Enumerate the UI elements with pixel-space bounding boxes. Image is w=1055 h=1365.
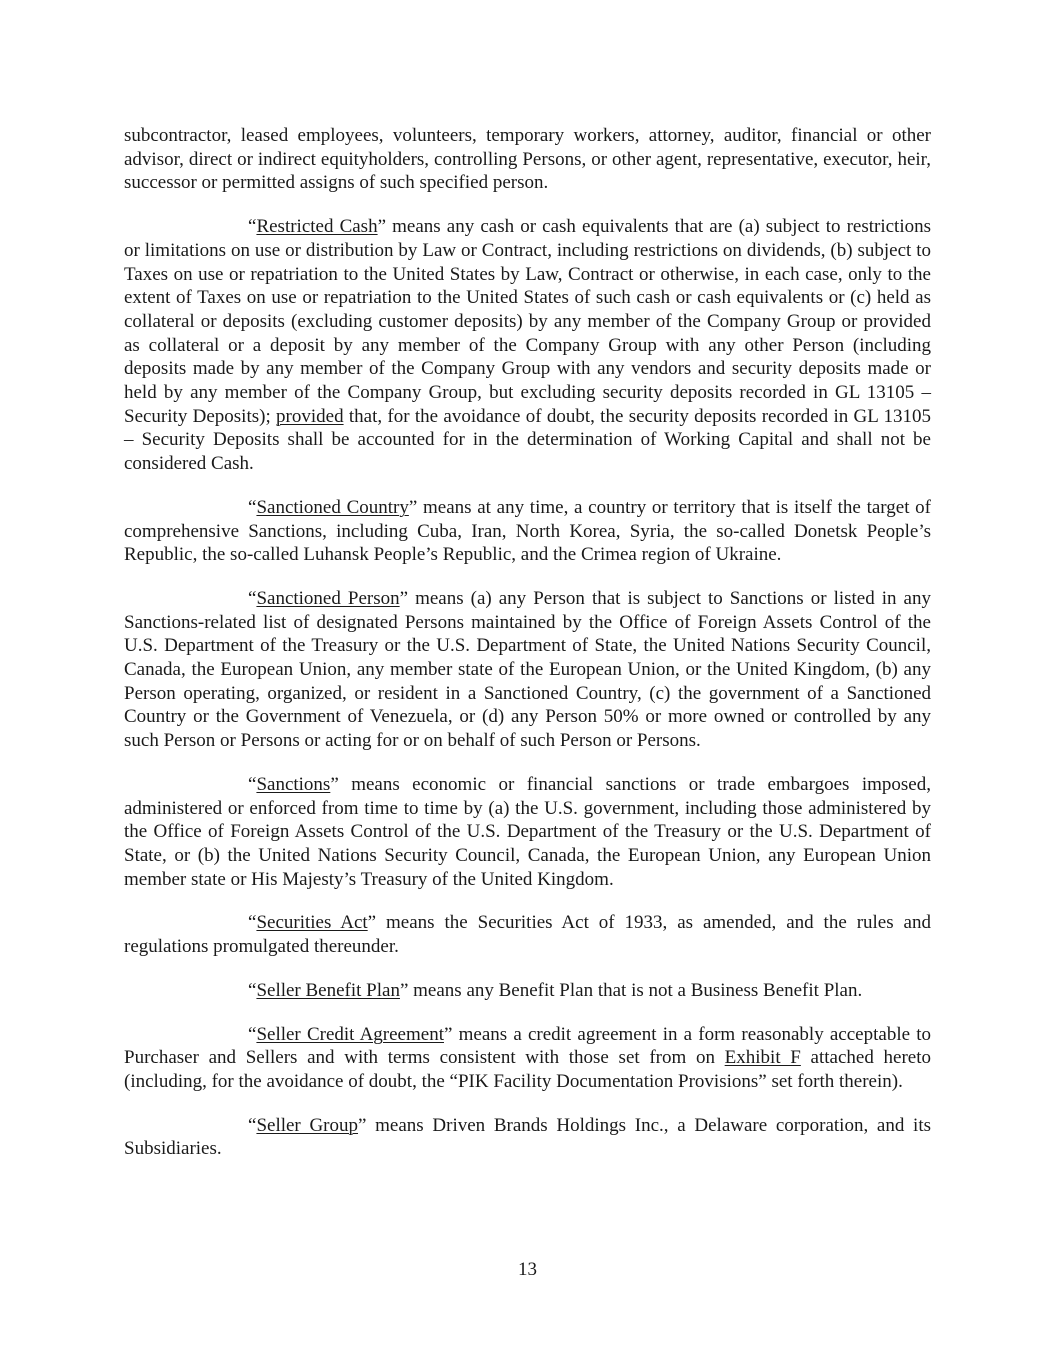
definition-text: ” means a credit agreement in a form reasonably acceptable to Purchaser and Sellers and with terms consistent with those set from on [124, 1023, 931, 1069]
defined-term: Seller Group [256, 1114, 359, 1136]
definition-sanctioned-person [124, 587, 931, 753]
definition-text: ” means any cash or cash equivalents that are (a) subject to restrictions or limitations on use or distribution by Law or Contract, including restrictions on dividends, (b) subject to Taxes on use or repatriation to the United States by Law, Contract or otherwise, in each case, only to the extent of Taxes on use or repatriation to the United States of such cash or cash equivalents or (c) held as collateral or deposits (excluding customer deposits) by any member of the Company Group or provided as collateral or a deposit by any member of the Company Group with any other Person (including deposits made by any member of the Company Group with any vendors and security deposits made or held by any member of the Company Group, but excluding security deposits recorded in GL 13105 – Security Deposits); [124, 216, 932, 427]
defined-term: Sanctioned Person [256, 587, 400, 609]
definition-seller-group [124, 1114, 931, 1161]
document-page [124, 124, 931, 1181]
definition-text: ” means (a) any Person that is subject to Sanctions or listed in any Sanctions-related list of designated Persons maintained by the Office of Foreign Assets Control of the U.S. Department of the Treasury or the U.S. Department of State, the United Nations Security Council, Canada, the European Union, any member state of the European Union, or the United Kingdom, (b) any Person operating, organized, or resident in a Sanctioned Country, (c) the government of a Sanctioned Country or the Government of Venezuela, or (d) any Person 50% or more owned or controlled by any such Person or Persons or acting for or on behalf of such Person or Persons. [124, 587, 931, 752]
open-quote: “ [248, 587, 257, 609]
defined-term: Sanctions [256, 773, 331, 795]
continuation-paragraph: subcontractor, leased employees, volunteers, temporary workers, attorney, auditor, financial or other advisor, direct or indirect equityholders, controlling Persons, or other agent, representative, executor, heir, successor or permitted assigns of such specified person. [124, 125, 931, 194]
definition-seller-credit-agreement [124, 1023, 931, 1094]
definition-securities-act [124, 911, 931, 958]
open-quote: “ [248, 496, 257, 518]
definition-text: ” means the Securities Act of 1933, as amended, and the rules and regulations promulgated thereunder. [124, 912, 931, 958]
exhibit-reference: Exhibit F [724, 1047, 801, 1069]
definition-restricted-cash [124, 215, 931, 476]
definition-text: ” means any Benefit Plan that is not a Business Benefit Plan. [399, 979, 863, 1001]
open-quote: “ [248, 773, 257, 795]
definition-text-continued: that, for the avoidance of doubt, the security deposits recorded in GL 13105 – Security Deposits shall be accounted for in the determination of Working Capital and shall not be considered Cash. [124, 405, 931, 475]
open-quote: “ [248, 912, 257, 934]
defined-term: Seller Benefit Plan [256, 979, 400, 1001]
underlined-word: provided [276, 405, 344, 427]
definition-text-continued: attached hereto (including, for the avoidance of doubt, the “PIK Facility Documentation Provisions” set forth therein). [124, 1047, 931, 1092]
defined-term: Sanctioned Country [256, 496, 409, 518]
defined-term: Seller Credit Agreement [256, 1023, 444, 1045]
open-quote: “ [248, 979, 257, 1001]
open-quote: “ [248, 1023, 257, 1045]
page-number: 13 [518, 1259, 537, 1280]
defined-term: Securities Act [256, 912, 368, 934]
definition-text: ” means Driven Brands Holdings Inc., a Delaware corporation, and its Subsidiaries. [124, 1114, 931, 1160]
definition-seller-benefit-plan [124, 979, 931, 1003]
definition-sanctions [124, 773, 931, 892]
defined-term: Restricted Cash [256, 216, 378, 238]
definition-text: ” means at any time, a country or territory that is itself the target of comprehensive Sanctions, including Cuba, Iran, North Korea, Syria, the so-called Donetsk People’s Republic, the so-called Luhansk People’s Republic, and the Crimea region of Ukraine. [124, 496, 932, 566]
open-quote: “ [248, 1114, 257, 1136]
open-quote: “ [248, 216, 257, 238]
definition-text: ” means economic or financial sanctions or trade embargoes imposed, administered or enforced from time to time by (a) the U.S. government, including those administered by the Office of Foreign Assets Control of the U.S. Department of the Treasury or the U.S. Department of State, or (b) the United Nations Security Council, Canada, the European Union, any European Union member state or His Majesty’s Treasury of the United Kingdom. [124, 773, 931, 890]
definition-sanctioned-country [124, 496, 931, 567]
